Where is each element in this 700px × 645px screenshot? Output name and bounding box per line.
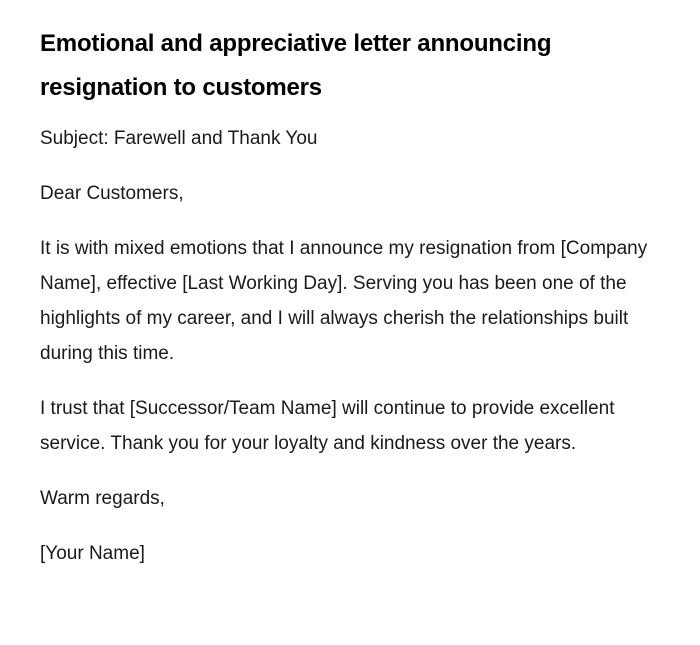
letter-title: Emotional and appreciative letter announcing resignation to customers — [40, 30, 552, 101]
letter-greeting: Dear Customers, — [40, 183, 184, 204]
letter-paragraph-2: I trust that [Successor/Team Name] will continue to provide excellent service. Thank you for your loyalty and kindness over the years. — [40, 398, 615, 454]
letter-paragraph-1: It is with mixed emotions that I announce my resignation from [Company Name], effective [Last Working Day]. Serving you has been one of the highlights of my career, and I will always cherish the relationships built during this time. — [40, 238, 648, 364]
letter-signature: [Your Name] — [40, 543, 145, 564]
letter-document — [40, 22, 650, 571]
letter-subject: Subject: Farewell and Thank You — [40, 128, 318, 149]
letter-closing: Warm regards, — [40, 488, 165, 509]
